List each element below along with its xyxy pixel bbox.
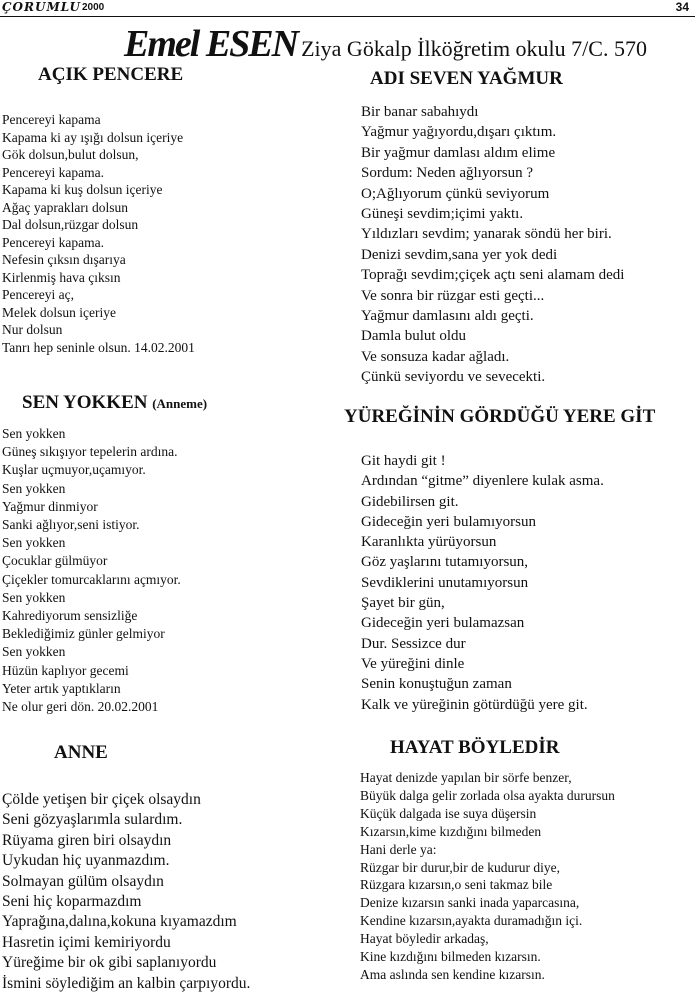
poem-line: Rüzgar bir durur,bir de kudurur diye, [360, 859, 561, 875]
byline [124, 22, 647, 66]
poem-line: Kalk ve yüreğinin götürdüğü yere git. [361, 696, 588, 713]
poem-line: Sen yokken [2, 426, 66, 441]
poem-line: Bir banar sabahıydı [361, 104, 479, 120]
poem-line: Git haydi git ! [361, 453, 446, 469]
poem-line: Çocuklar gülmüyor [2, 553, 108, 569]
poem-title-anne: ANNE [54, 742, 108, 763]
poem-line: Seni hiç koparmazdım [2, 893, 142, 911]
poem-line: Sordum: Neden ağlıyorsun ? [361, 165, 534, 182]
poem-title-adi-seven-yagmur: ADI SEVEN YAĞMUR [370, 68, 563, 89]
poem-line: Denizi sevdim,sana yer yok dedi [361, 246, 558, 263]
poem-line: Kendine kızarsın,ayakta duramadığın içi. [360, 913, 583, 929]
poem-line: Ne olur geri dön. 20.02.2001 [2, 699, 159, 715]
poem-line: Tanrı hep seninle olsun. 14.02.2001 [2, 339, 195, 355]
poem-title-hayat: HAYAT BÖYLEDİR [390, 737, 560, 758]
poem-line: Toprağı sevdim;çiçek açtı seni alamam dedi [361, 267, 625, 284]
poem-line: Ardından “gitme” diyenlere kulak asma. [361, 473, 604, 490]
poem-line: Yeter artık yaptıkların [2, 680, 121, 696]
poem-line: Pencereyi kapama. [2, 164, 104, 180]
poem-line: Hani derle ya: [360, 841, 437, 857]
poem-line: Büyük dalga gelir zorlada olsa ayakta durursun [360, 787, 615, 803]
poem-line: Sen yokken [2, 644, 66, 660]
poem-line: Küçük dalgada ise suya düşersin [360, 805, 537, 821]
header-rule [0, 16, 695, 17]
poem-line: Yağmur damlasını aldı geçti. [361, 308, 534, 325]
author-name: Emel ESEN [124, 23, 298, 65]
poem-line: Sen yokken [2, 480, 66, 496]
poem-line: Yüreğime bir ok gibi saplanıyordu [2, 954, 217, 972]
poem-line: Güneş sıkışıyor tepelerin ardına. [2, 444, 178, 460]
poem-title-text: SEN YOKKEN [22, 392, 148, 413]
poem-line: Solmayan gülüm olsaydın [2, 872, 164, 890]
poem-line: Şayet bir gün, [361, 595, 445, 612]
poem-line: Hayat böyledir arkadaş, [360, 931, 489, 947]
poem-hayat [360, 769, 615, 984]
poem-line: Çiçekler tomurcaklarını açmıyor. [2, 571, 181, 587]
publication-year: 2000 [82, 2, 105, 13]
poem-sen-yokken [2, 425, 181, 716]
poem-line: Güneşi sevdim;içimi yaktı. [361, 206, 524, 223]
page-number: 34 [675, 0, 689, 14]
poem-line: Gideceğin yeri bulamıyorsun [361, 513, 536, 530]
poem-line: Ve yüreğini dinle [361, 655, 465, 672]
poem-line: Kuşlar uçmuyor,uçamıyor. [2, 462, 146, 478]
poem-line: Yağmur dinmiyor [2, 498, 98, 514]
poem-line: Kahrediyorum sensizliğe [2, 608, 138, 624]
poem-line: Melek dolsun içeriye [2, 304, 116, 320]
poem-line: Nefesin çıksın dışarıya [2, 252, 126, 267]
poem-line: Çölde yetişen bir çiçek olsaydın [2, 791, 201, 808]
poem-line: Yaprağına,dalına,kokuna kıyamazdım [2, 913, 237, 931]
poem-line: Göz yaşlarını tutamıyorsun, [361, 554, 529, 571]
poem-line: Sanki ağlıyor,seni istiyor. [2, 517, 140, 533]
poem-line: Karanlıkta yürüyorsun [361, 534, 497, 551]
poem-line: Rüzgara kızarsın,o seni takmaz bile [360, 877, 553, 893]
poem-line: Gök dolsun,bulut dolsun, [2, 147, 139, 162]
poem-line: Gidebilirsen git. [361, 493, 459, 510]
poem-line: Ağaç yaprakları dolsun [2, 199, 128, 215]
poem-title-yuregin: YÜREĞİNİN GÖRDÜĞÜ YERE GİT [344, 406, 656, 427]
poem-anne [2, 790, 250, 994]
poem-line: Yıldızları sevdim; yanarak söndü her biri. [361, 226, 612, 243]
poem-title-sen-yokken [22, 392, 207, 414]
poem-line: Kapama ki ay ışığı dolsun içeriye [2, 129, 184, 145]
poem-line: Pencereyi kapama [2, 112, 101, 127]
poem-line: Yağmur yağıyordu,dışarı çıktım. [361, 124, 557, 141]
poem-line: O;Ağlıyorum çünkü seviyorum [361, 185, 550, 202]
poem-line: Dur. Sessizce dur [361, 635, 466, 652]
school-info: Ziya Gökalp İlköğretim okulu 7/C. 570 [301, 36, 647, 61]
poem-line: Kine kızdığını bilmeden kızarsın. [360, 949, 541, 965]
publication-logo: ÇORUMLU [2, 0, 81, 14]
poem-line: Sen yokken [2, 535, 66, 551]
poem-line: Hüzün kaplıyor gecemi [2, 662, 129, 678]
poem-line: Nur dolsun [2, 322, 63, 337]
poem-line: Kirlenmiş hava çıksın [2, 269, 121, 285]
poem-line: Hayat denizde yapılan bir sörfe benzer, [360, 770, 572, 785]
poem-line: İsmini söylediğim an kalbin çarpıyordu. [2, 974, 251, 992]
poem-line: Senin konuştuğun zaman [361, 676, 512, 693]
poem-line: Hasretin içimi kemiriyordu [2, 933, 171, 951]
poem-adi-seven-yagmur [361, 102, 624, 388]
poem-line: Gideceğin yeri bulamazsan [361, 615, 525, 632]
poem-line: Bir yağmur damlası aldım elime [361, 144, 556, 161]
poem-line: Sen yokken [2, 589, 66, 605]
poem-line: Denize kızarsın sanki inada yaparcasına, [360, 895, 580, 911]
poem-line: Ve sonra bir rüzgar esti geçti... [361, 287, 545, 304]
poem-line: Uykudan hiç uyanmazdım. [2, 852, 170, 870]
poem-subtitle: (Anneme) [152, 396, 208, 411]
poem-line: Ama aslında sen kendine kızarsın. [360, 966, 545, 982]
poem-line: Kızarsın,kime kızdığını bilmeden [360, 823, 542, 839]
poem-line: Sevdiklerini unutamıyorsun [361, 574, 529, 591]
poem-line: Pencereyi kapama. [2, 234, 104, 250]
poem-line: Seni gözyaşlarımla sulardım. [2, 811, 183, 829]
poem-line: Beklediğimiz günler gelmiyor [2, 626, 165, 642]
poem-acik-pencere [2, 111, 195, 356]
poem-line: Rüyama giren biri olsaydın [2, 831, 172, 849]
poem-line: Çünkü seviyordu ve sevecekti. [361, 369, 546, 386]
poem-line: Pencereyi aç, [2, 287, 74, 302]
page-header [0, 0, 695, 20]
poem-yuregin [361, 451, 604, 715]
poem-line: Ve sonsuza kadar ağladı. [361, 348, 510, 365]
poem-line: Dal dolsun,rüzgar dolsun [2, 217, 139, 232]
poem-line: Damla bulut oldu [361, 328, 466, 345]
poem-title-acik-pencere: AÇIK PENCERE [38, 64, 184, 85]
poem-line: Kapama ki kuş dolsun içeriye [2, 182, 163, 197]
